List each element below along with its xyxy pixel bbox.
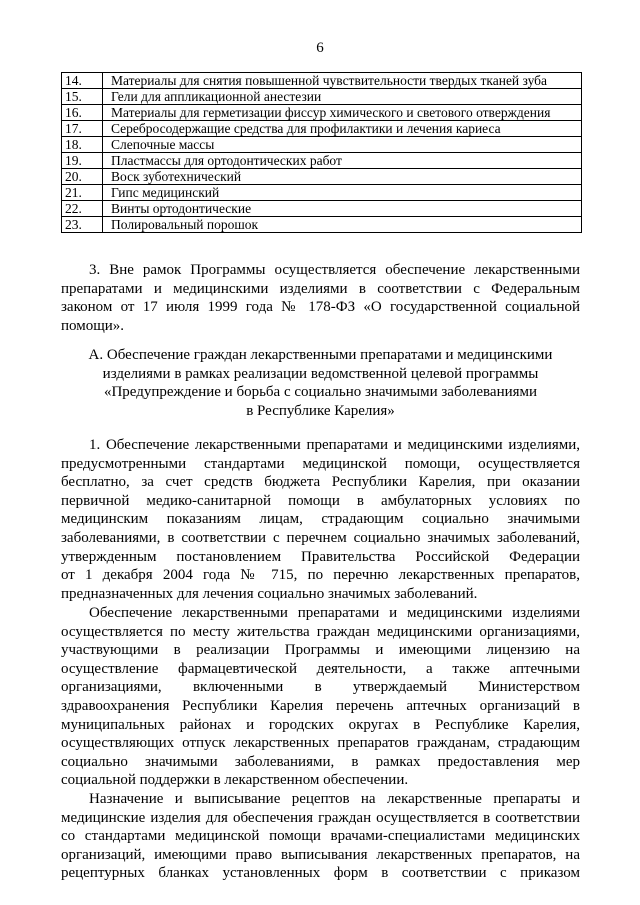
table-row bbox=[62, 169, 582, 185]
text-line: со стандартами медицинской помощи врачами-специалистами медицинских bbox=[61, 828, 580, 845]
paragraph-3 bbox=[61, 261, 580, 335]
text-line: первичной медико-санитарной помощи в амбулаторных условиях по bbox=[61, 492, 580, 509]
row-number: 16. bbox=[62, 105, 103, 121]
row-number: 21. bbox=[62, 185, 103, 201]
row-number: 14. bbox=[62, 73, 103, 89]
row-text: Гипс медицинский bbox=[103, 185, 582, 201]
row-number: 15. bbox=[62, 89, 103, 105]
paragraph-1-provision bbox=[61, 436, 580, 603]
row-text: Серебросодержащие средства для профилактики и лечения кариеса bbox=[103, 121, 582, 137]
text-line: осуществление фармацевтической деятельности, а также аптечными bbox=[61, 660, 580, 677]
text-line: рецептурных бланках установленных форм в соответствии с приказом bbox=[61, 865, 580, 882]
text-line: заболеваниями, в соответствии с перечнем социально значимых заболеваний, bbox=[61, 529, 580, 546]
text-line: законом от 17 июля 1999 года № 178-ФЗ «О государственной социальной bbox=[61, 299, 580, 316]
text-line: здравоохранения Республики Карелия перечень аптечных организаций в bbox=[61, 697, 580, 714]
table-row bbox=[62, 185, 582, 201]
text-line: предназначенных для лечения социально значимых заболеваний. bbox=[61, 585, 478, 602]
heading-line: в Республике Карелия» bbox=[246, 402, 395, 419]
materials-table bbox=[61, 72, 582, 233]
text-line: медицинским показаниям лицам, страдающим социально значимыми bbox=[61, 511, 580, 528]
heading-line: изделиями в рамках реализации ведомственной целевой программы bbox=[102, 365, 539, 382]
row-number: 19. bbox=[62, 153, 103, 169]
text-line: муниципальных районах и городских округах в Республике Карелия, bbox=[61, 716, 580, 733]
row-text: Воск зуботехнический bbox=[103, 169, 582, 185]
text-line: 1. Обеспечение лекарственными препаратами и медицинскими изделиями, bbox=[89, 437, 580, 453]
table-row bbox=[62, 121, 582, 137]
text-line: Назначение и выписывание рецептов на лекарственные препараты и bbox=[89, 791, 580, 807]
text-line: Обеспечение лекарственными препаратами и медицинскими изделиями bbox=[89, 605, 580, 621]
row-text: Винты ортодонтические bbox=[103, 201, 582, 217]
row-text: Пластмассы для ортодонтических работ bbox=[103, 153, 582, 169]
paragraph-provision-place bbox=[61, 604, 580, 790]
text-line: медицинские изделия для обеспечения граждан осуществляется в соответствии bbox=[61, 809, 580, 826]
table-row bbox=[62, 73, 582, 89]
heading-line: «Предупреждение и борьба с социально значимыми заболеваниями bbox=[103, 384, 538, 401]
text-line: предусмотренными стандартами медицинской помощи, осуществляется bbox=[61, 455, 580, 472]
row-number: 22. bbox=[62, 201, 103, 217]
text-line: социальной поддержки в лекарственном обеспечении. bbox=[61, 772, 409, 789]
row-number: 23. bbox=[62, 217, 103, 233]
text-line: от 1 декабря 2004 года № 715, по перечню лекарственных препаратов, bbox=[61, 567, 580, 584]
text-line: осуществляющих отпуск лекарственных препаратов гражданам, страдающим bbox=[61, 735, 580, 752]
table-row bbox=[62, 201, 582, 217]
text-line: бесплатно, за счет средств бюджета Республики Карелия, при оказании bbox=[61, 474, 580, 491]
table-row bbox=[62, 89, 582, 105]
row-text: Гели для аппликационной анестезии bbox=[103, 89, 582, 105]
page-number: 6 bbox=[316, 40, 324, 56]
table-row bbox=[62, 153, 582, 169]
row-text: Материалы для снятия повышенной чувствительности твердых тканей зуба bbox=[103, 73, 582, 89]
text-line: помощи». bbox=[61, 317, 125, 334]
table-row bbox=[62, 137, 582, 153]
row-text: Материалы для герметизации фиссур химического и светового отверждения bbox=[103, 105, 582, 121]
row-text: Полировальный порошок bbox=[103, 217, 582, 233]
text-line: утвержденным постановлением Правительства Российской Федерации bbox=[61, 548, 580, 565]
text-line: организациями, включенными в утверждаемый Министерством bbox=[61, 679, 580, 696]
text-line: организаций, имеющими право выписывания лекарственных препаратов, на bbox=[61, 846, 580, 863]
row-text: Слепочные массы bbox=[103, 137, 582, 153]
text-line: 3. Вне рамок Программы осуществляется обеспечение лекарственными bbox=[89, 262, 580, 278]
paragraph-prescription bbox=[61, 790, 580, 883]
row-number: 17. bbox=[62, 121, 103, 137]
text-line: социально значимыми заболеваниями, в рамках предоставления мер bbox=[61, 753, 580, 770]
text-line: участвующими в реализации Программы и имеющими лицензию на bbox=[61, 642, 580, 659]
table-row bbox=[62, 217, 582, 233]
row-number: 20. bbox=[62, 169, 103, 185]
heading-line: А. Обеспечение граждан лекарственными препаратами и медицинскими bbox=[88, 347, 553, 363]
section-heading bbox=[61, 346, 580, 420]
table-row bbox=[62, 105, 582, 121]
text-line: препаратами и медицинскими изделиями в соответствии с Федеральным bbox=[61, 280, 580, 297]
text-line: осуществляется по месту жительства граждан медицинскими организациями, bbox=[61, 623, 580, 640]
row-number: 18. bbox=[62, 137, 103, 153]
